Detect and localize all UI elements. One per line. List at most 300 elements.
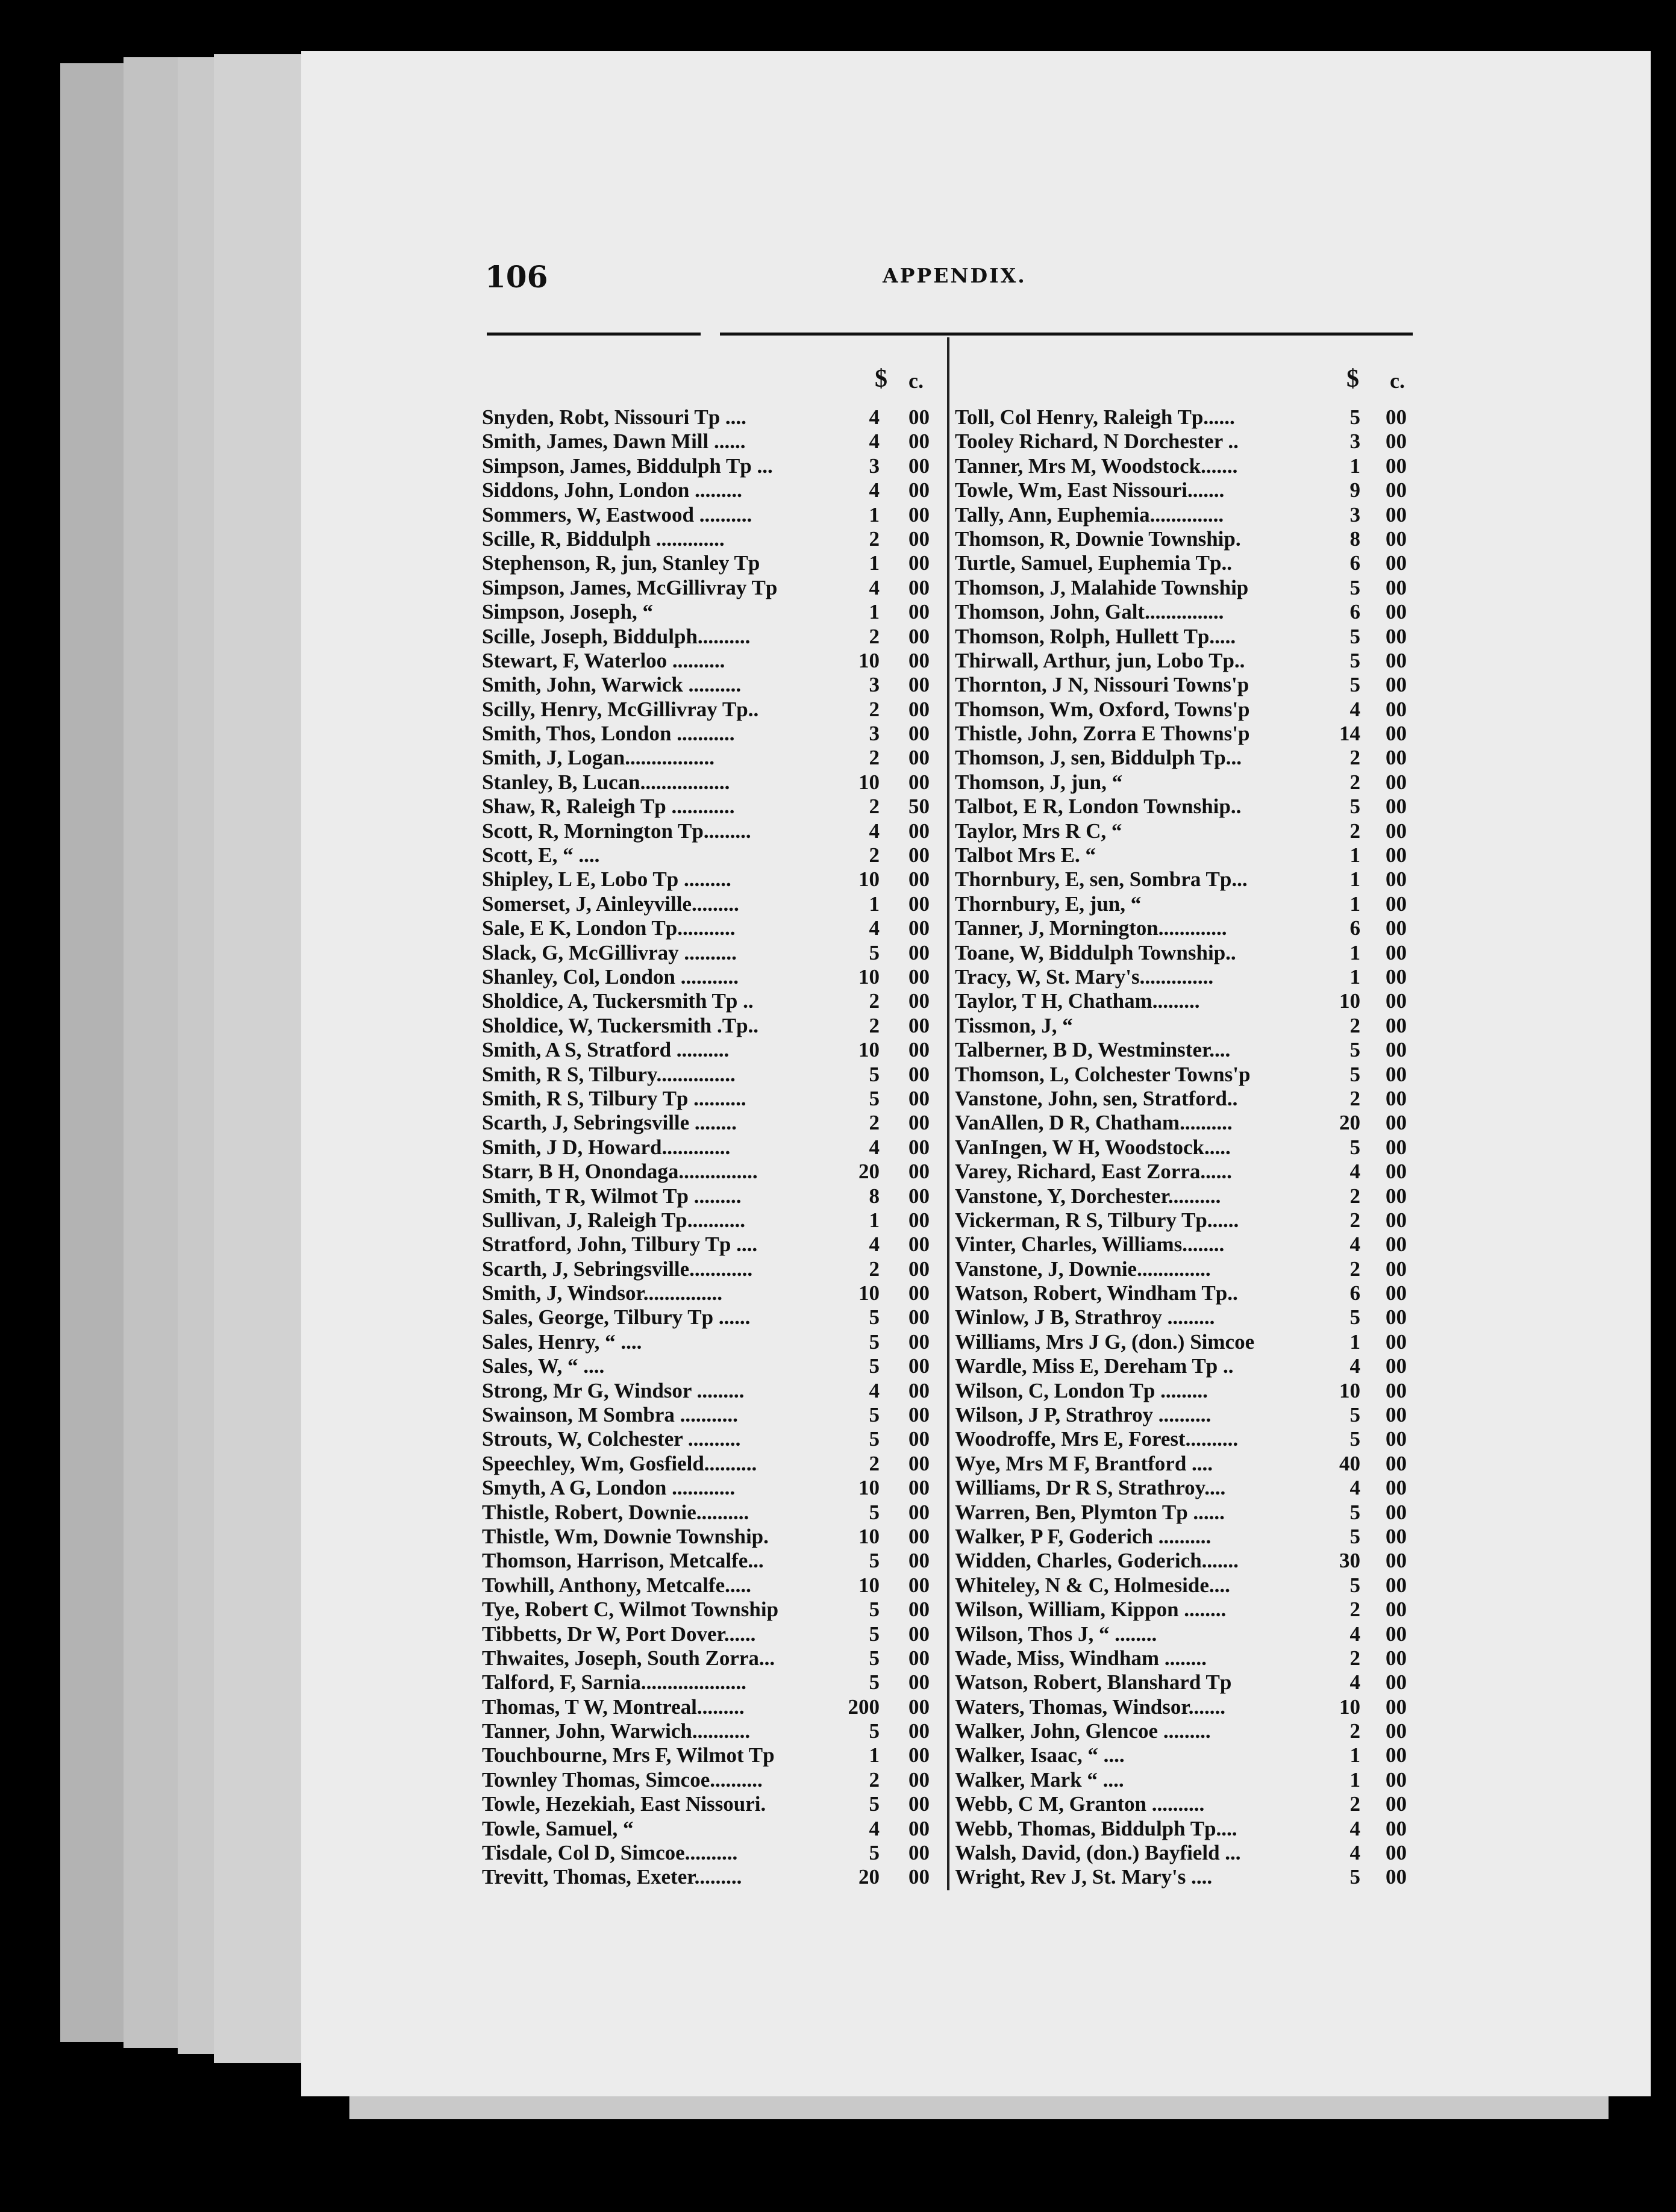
amount-cents: 00 [908,746,930,770]
list-item [482,1063,937,1087]
subscriber-name: Snyden, Robt, Nissouri Tp .... [482,405,746,429]
amount-cents: 00 [908,1622,930,1646]
amount-dollars: 10 [858,1281,880,1305]
list-item [482,770,937,795]
subscriber-name: Strong, Mr G, Windsor ......... [482,1378,745,1402]
right-column-header [955,364,1422,405]
list-item [482,722,937,746]
amount-dollars: 4 [1349,1476,1360,1500]
subscriber-name: Walker, Isaac, “ .... [955,1743,1125,1767]
subscriber-name: Taylor, Mrs R C, “ [955,819,1122,843]
list-item [482,1427,937,1451]
list-item [482,1014,937,1038]
subscriber-name: Scarth, J, Sebringsville ........ [482,1111,737,1135]
subscriber-name: Vickerman, R S, Tilbury Tp...... [955,1208,1239,1232]
list-item [955,1646,1422,1670]
amount-cents: 00 [908,1841,930,1865]
amount-dollars: 3 [869,722,880,746]
amount-cents: 00 [1386,648,1407,672]
subscriber-name: Thistle, John, Zorra E Thowns'p [955,722,1250,746]
subscriber-name: Thomson, J, sen, Biddulph Tp... [955,746,1242,770]
amount-dollars: 10 [858,648,880,672]
list-item [482,503,937,527]
subscriber-name: Thomson, R, Downie Township. [955,526,1241,551]
subscriber-name: VanAllen, D R, Chatham.......... [955,1111,1233,1135]
list-item [955,1670,1422,1695]
amount-cents: 00 [1386,1427,1407,1451]
amount-cents: 00 [1386,526,1407,551]
subscriber-name: Scilly, Henry, McGillivray Tp.. [482,697,759,721]
amount-dollars: 5 [869,940,880,964]
amount-dollars: 5 [1349,795,1360,819]
subscriber-name: Thomson, Harrison, Metcalfe... [482,1549,764,1573]
list-item [482,1476,937,1500]
subscriber-name: Smith, R S, Tilbury Tp .......... [482,1086,746,1110]
amount-dollars: 5 [1349,1062,1360,1086]
subscriber-name: Towle, Samuel, “ [482,1816,634,1840]
amount-cents: 00 [908,722,930,746]
amount-cents: 00 [908,843,930,867]
subscriber-name: Towle, Hezekiah, East Nissouri. [482,1792,766,1816]
amount-dollars: 20 [858,1160,880,1184]
list-item [482,867,937,892]
subscriber-name: Stratford, John, Tilbury Tp .... [482,1233,758,1257]
list-item [955,989,1422,1013]
list-item [955,1014,1422,1038]
list-item [482,965,937,989]
amount-cents: 00 [908,1403,930,1427]
amount-dollars: 1 [869,1208,880,1232]
amount-cents: 00 [1386,1378,1407,1402]
list-item [955,770,1422,795]
list-item [482,1817,937,1841]
amount-cents: 00 [908,405,930,429]
list-item [482,551,937,575]
amount-dollars: 2 [1349,770,1360,794]
amount-dollars: 5 [869,1646,880,1670]
amount-cents: 00 [908,1500,930,1524]
amount-dollars: 4 [869,405,880,429]
amount-dollars: 3 [869,673,880,697]
list-item [955,698,1422,722]
amount-cents: 00 [908,989,930,1013]
amount-dollars: 10 [858,867,880,892]
list-item [955,1476,1422,1500]
amount-dollars: 4 [869,819,880,843]
amount-dollars: 1 [1349,964,1360,989]
subscriber-name: Talbot Mrs E. “ [955,843,1096,867]
subscriber-name: Widden, Charles, Goderich....... [955,1549,1239,1573]
list-item [955,1695,1422,1719]
page-edge-1 [60,63,133,2042]
subscriber-name: Smith, John, Warwick .......... [482,673,742,697]
subscriber-name: Turtle, Samuel, Euphemia Tp.. [955,551,1232,575]
subscriber-name: Tissmon, J, “ [955,1013,1073,1037]
amount-dollars: 5 [869,1549,880,1573]
amount-dollars: 4 [1349,1354,1360,1378]
amount-dollars: 4 [1349,1816,1360,1840]
subscriber-name: Thornbury, E, sen, Sombra Tp... [955,867,1248,892]
amount-cents: 00 [1386,1354,1407,1378]
amount-cents: 00 [908,502,930,526]
amount-dollars: 5 [869,1403,880,1427]
subscriber-name: Townley Thomas, Simcoe.......... [482,1767,763,1792]
amount-cents: 00 [908,1233,930,1257]
list-item [482,1403,937,1427]
amount-dollars: 5 [869,1598,880,1622]
amount-dollars: 20 [1339,1111,1360,1135]
amount-cents: 00 [908,697,930,721]
list-item [482,1281,937,1305]
subscriber-name: Whiteley, N & C, Holmeside.... [955,1573,1230,1597]
list-item [955,454,1422,478]
amount-dollars: 3 [1349,430,1360,454]
amount-dollars: 2 [869,746,880,770]
subscriber-name: Watson, Robert, Blanshard Tp [955,1670,1232,1695]
header-rule-right [720,333,1413,336]
amount-dollars: 1 [1349,867,1360,892]
subscriber-name: Walsh, David, (don.) Bayfield ... [955,1841,1241,1865]
subscriber-name: Talford, F, Sarnia.................... [482,1670,746,1695]
amount-cents: 00 [908,1184,930,1208]
amount-cents: 50 [908,795,930,819]
list-item [482,1768,937,1792]
list-item [955,819,1422,843]
amount-dollars: 9 [1349,478,1360,502]
amount-cents: 00 [1386,1865,1407,1889]
amount-dollars: 4 [869,1135,880,1159]
list-item [482,1622,937,1646]
amount-cents: 00 [1386,1598,1407,1622]
amount-cents: 00 [1386,964,1407,989]
subscriber-name: Shanley, Col, London ........... [482,964,739,989]
subscriber-name: Williams, Dr R S, Strathroy.... [955,1476,1226,1500]
amount-dollars: 2 [1349,1086,1360,1110]
list-item [482,989,937,1013]
amount-cents: 00 [908,624,930,648]
amount-cents: 00 [1386,454,1407,478]
amount-dollars: 5 [1349,1403,1360,1427]
list-item [955,941,1422,965]
page-edge-4 [214,54,310,2063]
list-item [955,1743,1422,1767]
amount-dollars: 6 [1349,916,1360,940]
amount-cents: 00 [908,1427,930,1451]
amount-dollars: 1 [869,1743,880,1767]
amount-dollars: 5 [869,1329,880,1354]
amount-dollars: 2 [869,624,880,648]
subscriber-name: Waters, Thomas, Windsor....... [955,1695,1225,1719]
amount-cents: 00 [908,454,930,478]
column-divider [947,337,949,1890]
amount-dollars: 5 [1349,1524,1360,1548]
amount-cents: 00 [908,1816,930,1840]
subscriber-name: Smith, T R, Wilmot Tp ......... [482,1184,742,1208]
subscriber-name: Slack, G, McGillivray .......... [482,940,737,964]
amount-cents: 00 [908,1135,930,1159]
amount-cents: 00 [908,1767,930,1792]
dollar-label: $ [875,365,887,393]
subscriber-name: Thistle, Robert, Downie.......... [482,1500,749,1524]
right-entries [955,405,1422,1890]
subscriber-name: Wardle, Miss E, Dereham Tp .. [955,1354,1234,1378]
subscriber-name: Sullivan, J, Raleigh Tp........... [482,1208,745,1232]
subscriber-name: Smith, J, Logan................. [482,746,715,770]
amount-cents: 00 [1386,1646,1407,1670]
subscriber-name: Smith, R S, Tilbury............... [482,1062,736,1086]
amount-dollars: 2 [1349,819,1360,843]
subscriber-name: Simpson, James, McGillivray Tp [482,575,778,599]
amount-dollars: 5 [1349,1427,1360,1451]
amount-dollars: 4 [869,1233,880,1257]
amount-cents: 00 [1386,1403,1407,1427]
subscriber-name: Woodroffe, Mrs E, Forest.......... [955,1427,1239,1451]
amount-dollars: 6 [1349,551,1360,575]
amount-dollars: 5 [1349,1038,1360,1062]
cents-label: c. [1390,369,1405,393]
subscriber-name: Tye, Robert C, Wilmot Township [482,1598,779,1622]
amount-dollars: 2 [1349,746,1360,770]
list-item [955,916,1422,940]
cents-label: c. [908,369,924,393]
amount-cents: 00 [908,1476,930,1500]
list-item [955,722,1422,746]
amount-cents: 00 [1386,1111,1407,1135]
amount-dollars: 2 [869,795,880,819]
amount-dollars: 10 [858,1476,880,1500]
amount-dollars: 2 [1349,1598,1360,1622]
amount-cents: 00 [908,1573,930,1597]
amount-cents: 00 [1386,600,1407,624]
list-item [482,1208,937,1233]
amount-dollars: 1 [1349,454,1360,478]
list-item [482,625,937,649]
amount-cents: 00 [1386,795,1407,819]
subscriber-name: Sale, E K, London Tp........... [482,916,736,940]
amount-dollars: 8 [869,1184,880,1208]
amount-dollars: 2 [869,1257,880,1281]
subscriber-name: Thomson, J, jun, “ [955,770,1123,794]
list-item [482,527,937,551]
amount-cents: 00 [1386,551,1407,575]
amount-cents: 00 [908,526,930,551]
amount-dollars: 2 [869,1767,880,1792]
subscriber-name: Scille, R, Biddulph ............. [482,526,725,551]
subscriber-name: Speechley, Wm, Gosfield.......... [482,1451,757,1475]
subscriber-name: Sales, George, Tilbury Tp ...... [482,1305,751,1329]
list-item [955,1841,1422,1865]
amount-cents: 00 [908,430,930,454]
subscriber-name: Walker, Mark “ .... [955,1767,1124,1792]
amount-cents: 00 [1386,746,1407,770]
amount-cents: 00 [908,1743,930,1767]
amount-dollars: 1 [869,502,880,526]
amount-cents: 00 [1386,1013,1407,1037]
subscriber-name: Thirwall, Arthur, jun, Lobo Tp.. [955,648,1245,672]
subscriber-name: Tibbetts, Dr W, Port Dover...... [482,1622,756,1646]
amount-cents: 00 [1386,1792,1407,1816]
subscriber-name: Simpson, James, Biddulph Tp ... [482,454,773,478]
amount-cents: 00 [908,1257,930,1281]
amount-cents: 00 [908,1305,930,1329]
amount-cents: 00 [908,1378,930,1402]
amount-dollars: 5 [869,1354,880,1378]
amount-cents: 00 [908,1792,930,1816]
list-item [482,430,937,454]
subscriber-name: Wilson, Thos J, “ ........ [955,1622,1157,1646]
list-item [955,1792,1422,1816]
list-item [955,1136,1422,1160]
amount-dollars: 2 [1349,1646,1360,1670]
subscriber-name: Tanner, John, Warwich........... [482,1719,751,1743]
amount-cents: 00 [908,478,930,502]
list-item [955,1184,1422,1208]
amount-cents: 00 [1386,770,1407,794]
amount-cents: 00 [908,1598,930,1622]
amount-dollars: 10 [858,1038,880,1062]
list-item [482,1160,937,1184]
amount-dollars: 1 [1349,1743,1360,1767]
list-item [482,1573,937,1598]
amount-dollars: 4 [1349,1841,1360,1865]
amount-dollars: 5 [869,1305,880,1329]
amount-cents: 00 [908,600,930,624]
amount-cents: 00 [908,575,930,599]
amount-dollars: 1 [1349,843,1360,867]
amount-cents: 00 [1386,502,1407,526]
amount-dollars: 6 [1349,1281,1360,1305]
subscriber-name: Thomson, Wm, Oxford, Towns'p [955,697,1250,721]
subscriber-name: Starr, B H, Onondaga............... [482,1160,758,1184]
list-item [955,1354,1422,1378]
amount-cents: 00 [1386,722,1407,746]
subscriber-name: Varey, Richard, East Zorra...... [955,1160,1232,1184]
subscriber-name: Sales, Henry, “ .... [482,1329,642,1354]
subscriber-name: Scott, E, “ .... [482,843,600,867]
amount-dollars: 3 [869,454,880,478]
amount-cents: 00 [908,1329,930,1354]
amount-cents: 00 [1386,1257,1407,1281]
amount-cents: 00 [1386,892,1407,916]
subscriber-name: Wilson, William, Kippon ........ [955,1598,1227,1622]
subscriber-name: Towle, Wm, East Nissouri....... [955,478,1225,502]
subscriber-name: Warren, Ben, Plymton Tp ...... [955,1500,1225,1524]
subscriber-name: Tanner, Mrs M, Woodstock....... [955,454,1238,478]
list-item [482,843,937,867]
amount-cents: 00 [1386,1476,1407,1500]
list-item [955,673,1422,697]
amount-dollars: 4 [1349,1670,1360,1695]
amount-dollars: 10 [1339,989,1360,1013]
list-item [482,1184,937,1208]
amount-dollars: 5 [869,1086,880,1110]
list-item [955,1501,1422,1525]
list-item [955,1330,1422,1354]
list-item [482,1111,937,1135]
amount-dollars: 1 [1349,892,1360,916]
list-item [482,1865,937,1889]
amount-cents: 00 [1386,1549,1407,1573]
amount-dollars: 5 [869,1719,880,1743]
list-item [482,1136,937,1160]
subscriber-name: Taylor, T H, Chatham......... [955,989,1200,1013]
subscriber-name: Stewart, F, Waterloo .......... [482,648,725,672]
amount-cents: 00 [1386,1695,1407,1719]
amount-cents: 00 [1386,1038,1407,1062]
amount-cents: 00 [908,1695,930,1719]
amount-cents: 00 [908,1062,930,1086]
amount-cents: 00 [1386,1329,1407,1354]
list-item [955,1087,1422,1111]
amount-cents: 00 [1386,1573,1407,1597]
amount-dollars: 5 [1349,1573,1360,1597]
list-item [955,1403,1422,1427]
list-item [482,819,937,843]
amount-dollars: 5 [869,1062,880,1086]
amount-dollars: 10 [858,770,880,794]
list-item [482,454,937,478]
list-item [955,1257,1422,1281]
amount-dollars: 2 [1349,1792,1360,1816]
list-item [482,405,937,430]
list-item [482,1719,937,1743]
amount-cents: 00 [908,673,930,697]
amount-cents: 00 [908,1160,930,1184]
list-item [955,1768,1422,1792]
subscriber-name: Thomson, John, Galt............... [955,600,1224,624]
subscriber-name: Touchbourne, Mrs F, Wilmot Tp [482,1743,775,1767]
amount-dollars: 14 [1339,722,1360,746]
subscriber-name: Sholdice, A, Tuckersmith Tp .. [482,989,754,1013]
subscriber-name: Thistle, Wm, Downie Township. [482,1524,769,1548]
list-item [482,576,937,600]
amount-cents: 00 [908,648,930,672]
amount-dollars: 5 [1349,575,1360,599]
list-item [482,1743,937,1767]
list-item [482,941,937,965]
amount-dollars: 5 [869,1622,880,1646]
amount-dollars: 1 [1349,940,1360,964]
subscriber-name: Scott, R, Mornington Tp......... [482,819,751,843]
list-item [955,1452,1422,1476]
subscriber-name: Towhill, Anthony, Metcalfe..... [482,1573,751,1597]
list-item [482,1330,937,1354]
subscriber-name: VanIngen, W H, Woodstock..... [955,1135,1231,1159]
amount-dollars: 2 [869,697,880,721]
amount-dollars: 5 [1349,673,1360,697]
amount-dollars: 5 [869,1841,880,1865]
amount-cents: 00 [1386,940,1407,964]
amount-cents: 00 [1386,1816,1407,1840]
amount-cents: 00 [1386,1622,1407,1646]
subscriber-name: Smith, James, Dawn Mill ...... [482,430,746,454]
list-item [955,503,1422,527]
list-item [482,1087,937,1111]
list-item [482,795,937,819]
amount-cents: 00 [1386,1062,1407,1086]
subscriber-name: Talbot, E R, London Township.. [955,795,1242,819]
amount-dollars: 5 [1349,405,1360,429]
amount-cents: 00 [1386,624,1407,648]
list-item [482,1501,937,1525]
subscriber-name: Sholdice, W, Tuckersmith .Tp.. [482,1013,759,1037]
subscriber-name: Shipley, L E, Lobo Tp ......... [482,867,731,892]
amount-dollars: 2 [1349,1208,1360,1232]
amount-dollars: 2 [1349,1184,1360,1208]
list-item [482,1038,937,1062]
page-number: 106 [485,259,548,295]
right-column [955,364,1422,1890]
